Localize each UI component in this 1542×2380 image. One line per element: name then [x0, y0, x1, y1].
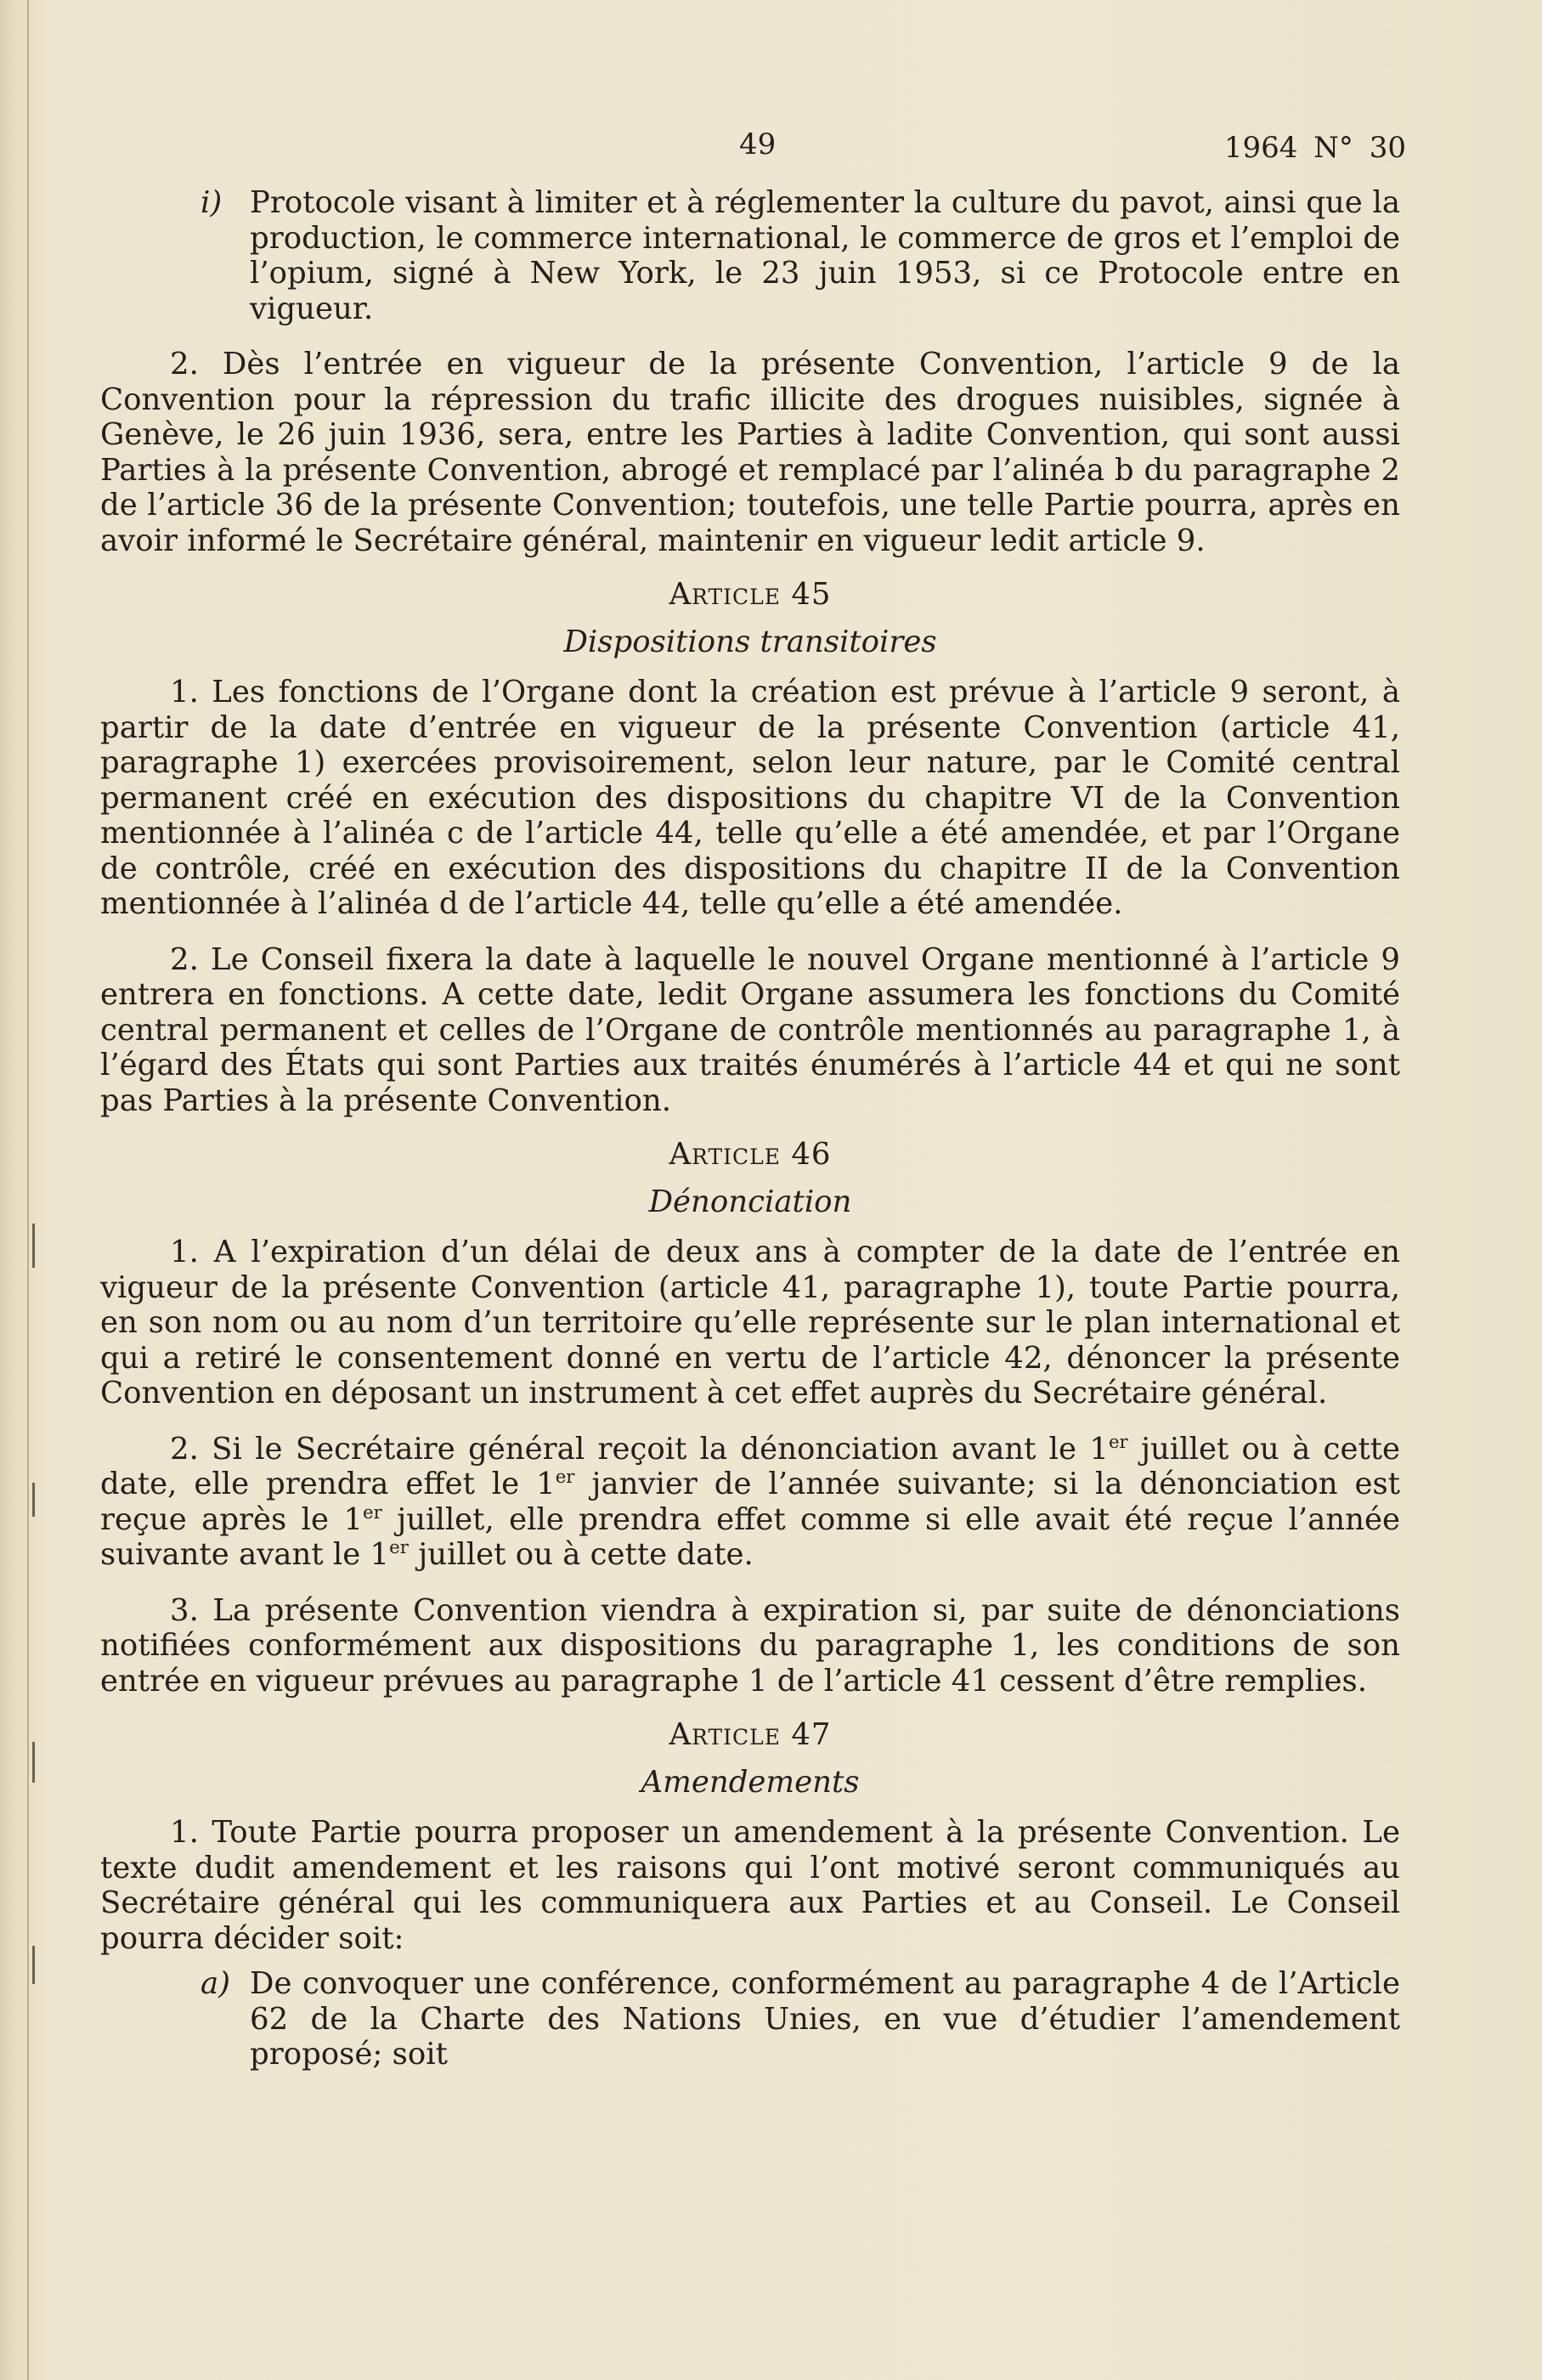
- document-body: [100, 185, 1400, 2072]
- article-subheading: Amendements: [641, 1764, 860, 1800]
- article-heading: Article 45: [669, 577, 832, 612]
- paragraph: 1. A l’expiration d’un délai de deux ans à compter de la date de l’entrée en vigueur de la présente Convention (article 41, paragraphe 1), toute Partie pourra, en son nom ou au nom d’un territoire qu’elle représente sur le plan international et qui a retiré le consentement donné en vertu de l’article 42, dénoncer la présente Convention en déposant un instrument à cet effet auprès du Secrétaire général.: [100, 1235, 1400, 1410]
- article-heading: Article 47: [669, 1717, 832, 1752]
- list-item-text: De convoquer une conférence, conformément au paragraphe 4 de l’Article 62 de la Charte des Nations Unies, en vue d’étudier l’amendement proposé; soit: [250, 1966, 1400, 2072]
- page-header: [0, 127, 1542, 178]
- list-item: [201, 185, 1400, 326]
- list-item-label: i): [201, 185, 223, 220]
- paragraph: 3. La présente Convention viendra à expiration si, par suite de dénonciations notifiées conformément aux dispositions du paragraphe 1, les conditions de son entrée en vigueur prévues au paragraphe 1 de l’article 41 cessent d’être remplies.: [100, 1592, 1400, 1699]
- treaty-reference: 1964 N° 30: [1223, 131, 1406, 165]
- margin-mark: [32, 1224, 35, 1268]
- article-subheading: Dispositions transitoires: [563, 624, 937, 659]
- paragraph: 1. Toute Partie pourra proposer un amendement à la présente Convention. Le texte dudit amendement et les raisons qui l’ont motivé seront communiqués au Secrétaire général qui les communiquera aux Parties et au Conseil. Le Conseil pourra décider soit:: [100, 1815, 1400, 1956]
- margin-mark: [32, 1946, 35, 1984]
- paragraph: 2. Le Conseil fixera la date à laquelle le nouvel Organe mentionné à l’article 9 entrera en fonctions. A cette date, ledit Organe assumera les fonctions du Comité central permanent et celles de l’Organe de contrôle mentionnés au paragraphe 1, à l’égard des États qui sont Parties aux traités énumérés à l’article 44 et qui ne sont pas Parties à la présente Convention.: [100, 941, 1400, 1118]
- list-item-text: Protocole visant à limiter et à réglementer la culture du pavot, ainsi que la production, le commerce international, le commerce de gros et l’emploi de l’opium, signé à New York, le 23 juin 1953, si ce Protocole entre en vigueur.: [250, 185, 1400, 326]
- page-number: 49: [739, 127, 777, 161]
- article-subheading: Dénonciation: [648, 1184, 852, 1219]
- article-heading: Article 46: [669, 1137, 832, 1172]
- paragraph: 2. Si le Secrétaire général reçoit la dénonciation avant le 1er juillet ou à cette date, elle prendra effet le 1er janvier de l’année suivante; si la dénonciation est reçue après le 1er juillet, elle prendra effet comme si elle avait été reçue l’année suivante avant le 1er juillet ou à cette date.: [100, 1431, 1400, 1572]
- list-item: [201, 1966, 1400, 2072]
- margin-mark: [32, 1483, 35, 1517]
- paragraph: 1. Les fonctions de l’Organe dont la création est prévue à l’article 9 seront, à partir de la date d’entrée en vigueur de la présente Convention (article 41, paragraphe 1) exercées provisoirement, selon leur nature, par le Comité central permanent créé en exécution des dispositions du chapitre VI de la Convention mentionnée à l’alinéa c de l’article 44, telle qu’elle a été amendée, et par l’Organe de contrôle, créé en exécution des dispositions du chapitre II de la Convention mentionnée à l’alinéa d de l’article 44, telle qu’elle a été amendée.: [100, 675, 1400, 921]
- margin-mark: [32, 1742, 35, 1783]
- list-item-label: a): [201, 1966, 231, 2001]
- page-edge: [27, 0, 29, 2380]
- paragraph: 2. Dès l’entrée en vigueur de la présente Convention, l’article 9 de la Convention pour la répression du trafic illicite des drogues nuisibles, signée à Genève, le 26 juin 1936, sera, entre les Parties à ladite Convention, qui sont aussi Parties à la présente Convention, abrogé et remplacé par l’alinéa b du paragraphe 2 de l’article 36 de la présente Convention; toutefois, une telle Partie pourra, après en avoir informé le Secrétaire général, maintenir en vigueur ledit article 9.: [100, 347, 1400, 558]
